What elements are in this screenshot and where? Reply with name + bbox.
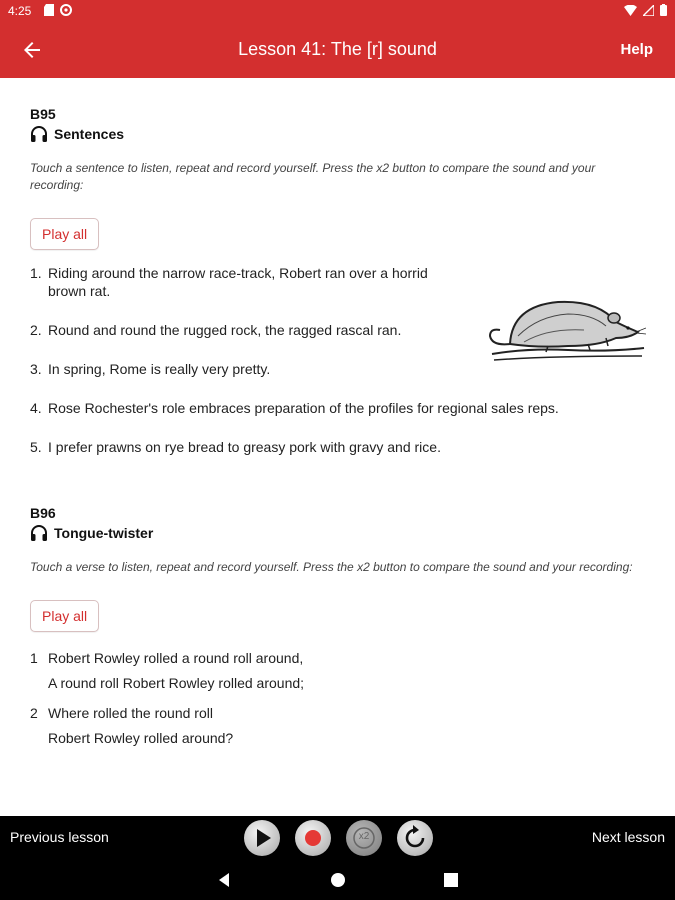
record-icon [295, 820, 331, 856]
verse-line: Where rolled the round roll [48, 705, 213, 721]
verse-number: 2 [30, 705, 38, 721]
verse-item[interactable] [30, 646, 650, 696]
sentence-text: In spring, Rome is really very pretty. [48, 361, 271, 377]
play-all-button[interactable]: Play all [30, 218, 99, 250]
lesson-title: Lesson 41: The [r] sound [238, 39, 437, 59]
verse-text [48, 701, 233, 751]
section-b96 [30, 505, 650, 756]
section-code: B95 [30, 106, 56, 122]
play-all-button[interactable]: Play all [30, 600, 99, 632]
verse-number: 1 [30, 650, 38, 666]
help-button[interactable]: Help [620, 41, 653, 58]
battery-icon [660, 4, 667, 16]
signal-icon [643, 5, 654, 16]
section-code: B96 [30, 505, 56, 521]
sentence-text: Riding around the narrow race-track, Robert ran over a horrid brown rat. [48, 265, 428, 299]
verse-line: Robert Rowley rolled a round roll around, [48, 650, 304, 666]
verse-line: Robert Rowley rolled around? [48, 730, 234, 746]
verse-line: A round roll Robert Rowley rolled around; [48, 675, 305, 691]
sentence-number: 2. [30, 322, 42, 338]
previous-lesson-button[interactable]: Previous lesson [10, 829, 109, 845]
section-instructions: Touch a sentence to listen, repeat and record yourself. Press the x2 button to compare the sound and your recording: [30, 161, 596, 192]
nav-home-icon[interactable] [328, 870, 348, 890]
nav-recents-icon[interactable] [441, 870, 461, 890]
sentence-item[interactable] [30, 438, 650, 456]
headphones-icon [30, 525, 48, 541]
status-bar [0, 0, 675, 22]
section-instructions: Touch a verse to listen, repeat and record yourself. Press the x2 button to compare the sound and your recording: [30, 560, 633, 574]
rat-illustration [488, 288, 646, 368]
sentence-text: I prefer prawns on rye bread to greasy pork with gravy and rice. [48, 439, 441, 455]
record-button[interactable] [295, 820, 331, 856]
replay-button[interactable] [397, 820, 433, 856]
verse-item[interactable] [30, 701, 650, 751]
section-heading [30, 126, 650, 142]
verse-text [48, 646, 304, 696]
section-title: Tongue-twister [54, 525, 154, 541]
play-button[interactable] [244, 820, 280, 856]
sentence-text: Rose Rochester's role embraces preparation of the profiles for regional sales reps. [48, 400, 559, 416]
compare-x2-label: x2 [358, 831, 370, 842]
play-icon [244, 820, 280, 856]
section-title: Sentences [54, 126, 125, 142]
sentence-number: 5. [30, 439, 42, 455]
lesson-content[interactable] [0, 78, 675, 816]
playback-control-bar [0, 816, 675, 860]
sentence-number: 4. [30, 400, 42, 416]
next-lesson-button[interactable]: Next lesson [591, 829, 665, 845]
replay-icon [397, 820, 433, 856]
status-system-icons [624, 4, 667, 16]
sentence-number: 1. [30, 265, 42, 281]
headphones-icon [30, 126, 48, 142]
compare-x2-button[interactable] [346, 820, 382, 856]
sentence-text: Round and round the rugged rock, the ragged rascal ran. [48, 322, 402, 338]
verse-list [30, 646, 650, 751]
system-nav-bar [0, 860, 675, 900]
status-time: 4:25 [8, 4, 32, 18]
section-heading [30, 525, 650, 541]
nav-back-icon[interactable] [214, 870, 234, 890]
app-bar [0, 22, 675, 78]
wifi-icon [624, 5, 637, 16]
status-notification-icons [44, 4, 72, 16]
sync-icon [60, 4, 72, 16]
sd-card-icon [44, 4, 54, 16]
sentence-number: 3. [30, 361, 42, 377]
sentence-item[interactable] [30, 399, 650, 417]
